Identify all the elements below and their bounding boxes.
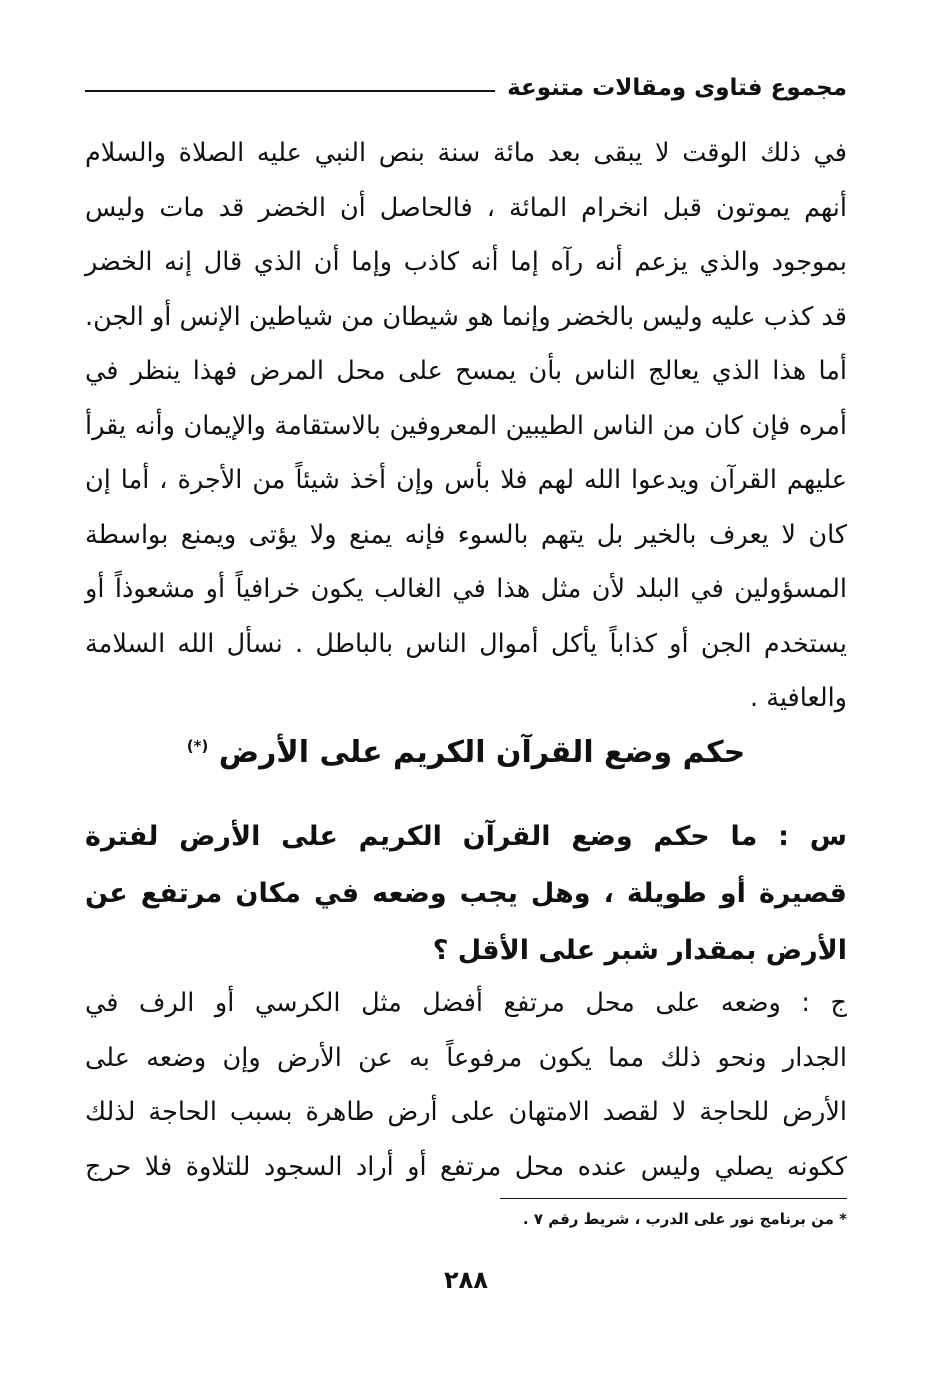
answer-line: الجدار ونحو ذلك مما يكون مرفوعاً به عن الأرض وإن وضعه على (85, 1042, 847, 1073)
running-title: مجموع فتاوى ومقالات متنوعة (507, 75, 847, 101)
answer-line: ككونه يصلي وليس عنده محل مرتفع أو أراد السجود للتلاوة فلا حرج (85, 1151, 847, 1182)
page-number: ٢٨٨ (444, 1266, 488, 1294)
text-line: كان لا يعرف بالخير بل يتهم بالسوء فإنه يمنع ولا يؤتى ويمنع بواسطة (85, 519, 847, 550)
text-line: قد كذب عليه وليس بالخضر وإنما هو شيطان من شياطين الإنس أو الجن. (85, 301, 847, 332)
question-block (85, 808, 847, 979)
answer-block (85, 976, 847, 1194)
header-rule (85, 90, 495, 92)
footnote-marker: (*) (186, 737, 209, 755)
text-line: في ذلك الوقت لا يبقى بعد مائة سنة بنص النبي عليه الصلاة والسلام (85, 138, 847, 168)
text-line: والعافية . (749, 683, 847, 713)
question-line: قصيرة أو طويلة ، وهل يجب وضعه في مكان مرتفع عن (85, 878, 847, 909)
answer-line: الأرض للحاجة لا لقصد الامتهان على أرض طاهرة بسبب الحاجة لذلك (85, 1097, 847, 1127)
paragraph-body (85, 126, 847, 726)
footnote-rule (500, 1198, 847, 1199)
question-line: س : ما حكم وضع القرآن الكريم على الأرض لفترة (85, 821, 847, 852)
page-header (85, 66, 847, 110)
answer-line: ج : وضعه على محل مرتفع أفضل مثل الكرسي أو الرف في (85, 988, 847, 1018)
text-line: المسؤولين في البلد لأن مثل هذا في الغالب يكون خرافياً أو مشعوذاً أو (85, 574, 847, 604)
section-title-text: حكم وضع القرآن الكريم على الأرض (218, 735, 746, 770)
text-line: عليهم القرآن ويدعوا الله لهم فلا بأس وإن أخذ شيئاً من الأجرة ، أما إن (85, 465, 847, 495)
text-line: أمره فإن كان من الناس الطيبين المعروفين بالاستقامة والإيمان وأنه يقرأ (85, 410, 847, 441)
footnote: * من برنامج نور على الدرب ، شريط رقم ٧ . (522, 1210, 847, 1228)
text-line: أما هذا الذي يعالج الناس بأن يمسح على محل المرض فهذا ينظر في (85, 356, 847, 386)
section-title (85, 716, 847, 783)
text-line: يستخدم الجن أو كذاباً يأكل أموال الناس بالباطل . نسأل الله السلامة (85, 628, 847, 659)
text-line: بموجود والذي يزعم أنه رآه إما أنه كاذب وإما أن الذي قال إنه الخضر (85, 247, 847, 277)
question-line: الأرض بمقدار شبر على الأقل ؟ (432, 935, 847, 966)
text-line: أنهم يموتون قبل انخرام المائة ، فالحاصل أن الخضر قد مات وليس (85, 192, 847, 223)
